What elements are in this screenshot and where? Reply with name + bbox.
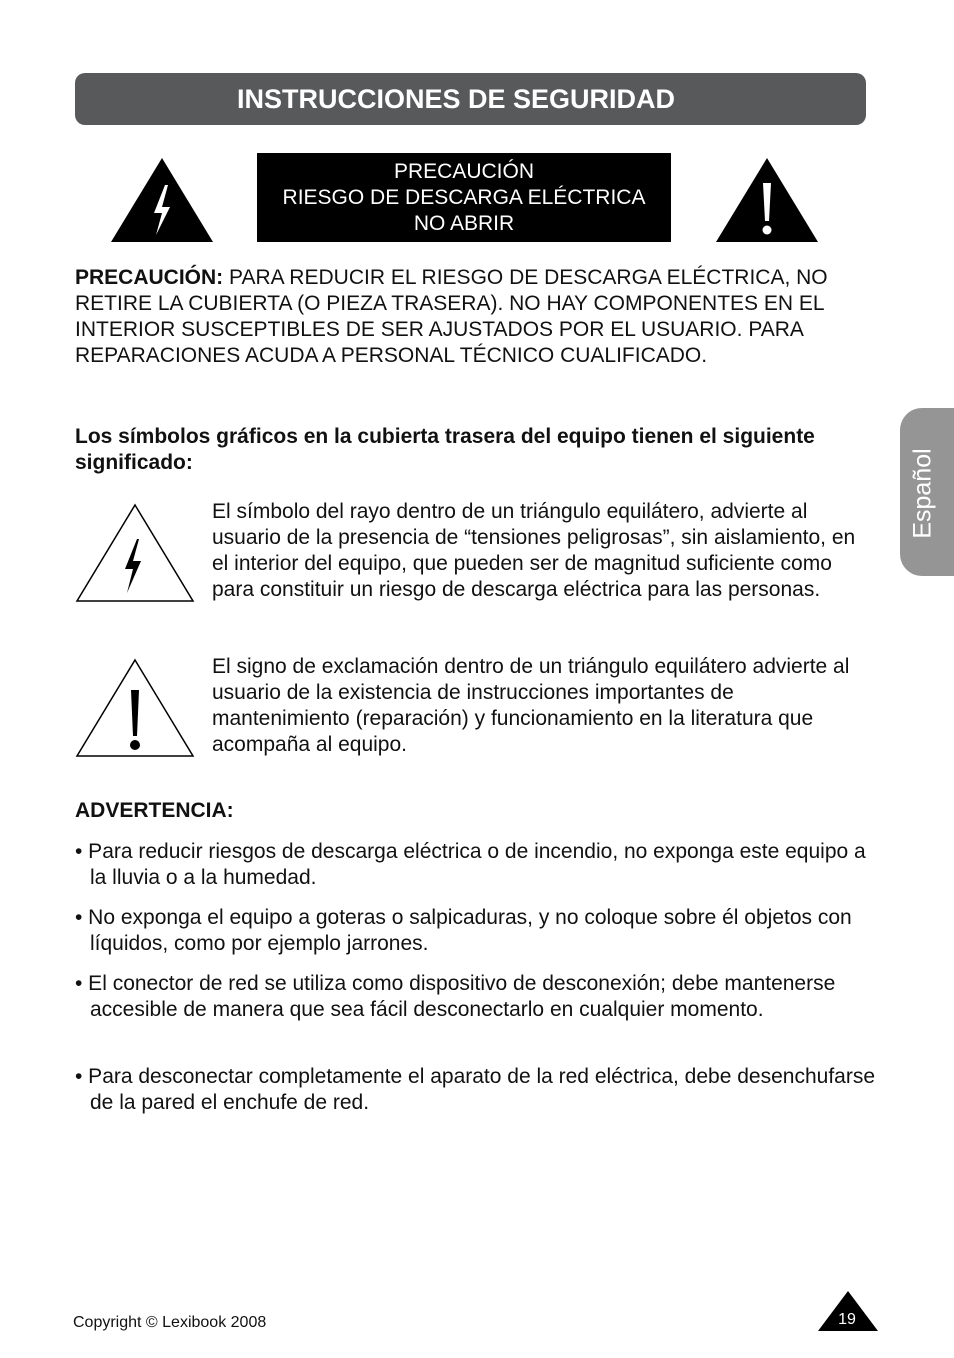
symbols-intro: Los símbolos gráficos en la cubierta trasera del equipo tienen el siguiente significado:	[75, 425, 815, 474]
caution-label-line1: PRECAUCIÓN	[393, 159, 535, 183]
caution-label-line3: NO ABRIR	[413, 211, 515, 235]
section-title: INSTRUCCIONES DE SEGURIDAD	[237, 83, 676, 114]
exclamation-symbol-description: El signo de exclamación dentro de un triángulo equilátero advierte al usuario de la existencia de instrucciones importantes de mantenimiento (reparación) y funcionamiento en la literatura que acompaña al equipo.	[212, 655, 850, 756]
warning-title: ADVERTENCIA:	[75, 799, 234, 822]
lightning-symbol-description: El símbolo del rayo dentro de un triángulo equilátero, advierte al usuario de la presencia de “tensiones peligrosas”, sin aislamiento, en el interior del equipo, que pueden ser de magnitud suficiente como para constituir un riesgo de descarga eléctrica para las personas.	[212, 500, 856, 601]
caution-label	[257, 153, 671, 242]
caution-text: PARA REDUCIR EL RIESGO DE DESCARGA ELÉCTRICA, NO RETIRE LA CUBIERTA (O PIEZA TRASERA). NO HAY COMPONENTES EN EL INTERIOR SUSCEPTIBLES DE SER AJUSTADOS POR EL USUARIO. PARA REPARACIONES ACUDA A PERSONAL TÉCNICO CUALIFICADO.	[75, 266, 828, 367]
page-number: 19	[838, 1311, 856, 1328]
warning-bullet: • Para reducir riesgos de descarga eléctrica o de incendio, no exponga este equipo a la lluvia o a la humedad.	[75, 840, 866, 889]
copyright: Copyright © Lexibook 2008	[73, 1314, 267, 1331]
caution-label-line2: RIESGO DE DESCARGA ELÉCTRICA	[282, 185, 646, 209]
warning-bullet: • Para desconectar completamente el aparato de la red eléctrica, debe desenchufarse de la pared el enchufe de red.	[75, 1065, 875, 1114]
language-tab-label	[903, 398, 943, 588]
lightning-triangle-icon	[110, 157, 214, 243]
lightning-triangle-outline-icon	[75, 503, 195, 603]
warning-bullet: • El conector de red se utiliza como dispositivo de desconexión; debe mantenerse accesible de manera que sea fácil desconectarlo en cualquier momento.	[75, 972, 836, 1021]
section-header	[75, 73, 866, 125]
exclamation-triangle-icon	[715, 157, 819, 243]
caution-lead: PRECAUCIÓN:	[75, 266, 224, 289]
exclamation-triangle-outline-icon	[75, 658, 195, 758]
warning-bullet: • No exponga el equipo a goteras o salpicaduras, y no coloque sobre él objetos con líquidos, como por ejemplo jarrones.	[75, 906, 852, 955]
language-tab-text: Español	[908, 447, 937, 539]
caution-paragraph	[75, 265, 875, 369]
